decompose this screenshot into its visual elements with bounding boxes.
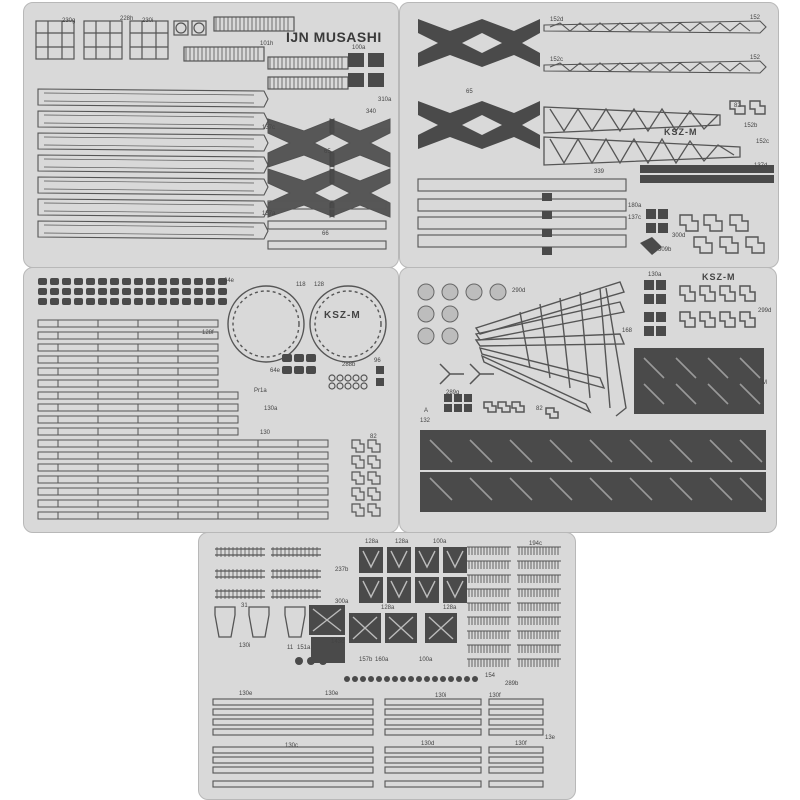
part-label: 299d xyxy=(758,308,772,314)
part-label: 152c xyxy=(756,139,770,145)
fret-bottom xyxy=(198,532,576,800)
part-label: 310a xyxy=(378,97,392,103)
part-label: 130a xyxy=(264,406,278,412)
part-label: 64e xyxy=(270,368,281,374)
part-label: 137c xyxy=(262,125,276,131)
part-label: 31 xyxy=(241,603,248,609)
part-label: 157b xyxy=(359,657,373,663)
fret-bottom-parts xyxy=(199,533,575,799)
part-label: 152 xyxy=(750,15,761,21)
part-label: 290d xyxy=(512,288,526,294)
fret-middle-right-parts xyxy=(400,268,776,532)
part-label: 65 xyxy=(324,149,331,155)
part-label: 11 xyxy=(287,645,294,651)
part-label: 130i xyxy=(239,643,251,649)
part-label: A xyxy=(424,408,429,414)
part-label: 130i xyxy=(435,693,447,699)
ship-title: IJN MUSASHI xyxy=(286,29,382,45)
part-label: 300a xyxy=(335,599,349,605)
part-label: 128f xyxy=(202,330,214,336)
part-label: 130a xyxy=(648,272,662,278)
part-label: 228h xyxy=(120,16,134,22)
grid-part xyxy=(130,21,168,59)
part-label: 288b xyxy=(342,362,356,368)
part-label: 128a xyxy=(365,539,379,545)
part-label: 152d xyxy=(550,17,564,23)
part-label: 152b xyxy=(744,123,758,129)
part-label: 96 xyxy=(374,358,381,364)
part-label: 152 xyxy=(750,55,761,61)
part-label: M xyxy=(762,380,767,386)
part-label: 130d xyxy=(421,741,435,747)
part-label: 100a xyxy=(352,45,366,51)
part-label: 137d xyxy=(754,163,768,169)
part-label: 65 xyxy=(466,89,473,95)
part-label: 128a xyxy=(395,539,409,545)
brand-logo: KSZ-M xyxy=(664,127,698,137)
fret-top-right xyxy=(399,2,779,268)
part-label: 151a xyxy=(297,645,311,651)
grid-part xyxy=(84,21,122,59)
grid-part xyxy=(36,21,74,59)
part-label: 340 xyxy=(366,109,377,115)
part-label: 13e xyxy=(545,735,556,741)
part-label: 132 xyxy=(420,418,431,424)
part-label: 130f xyxy=(515,741,527,747)
part-label: 128 xyxy=(314,282,325,288)
part-label: 154 xyxy=(485,673,496,679)
part-label: 289g xyxy=(446,390,460,396)
brand-logo: KSZ-M xyxy=(702,272,736,282)
part-label: 309b xyxy=(658,247,672,253)
part-label: 100a xyxy=(419,657,433,663)
brand-logo: KSZ-M xyxy=(324,310,361,321)
fret-middle-right xyxy=(399,267,777,533)
part-label: 230i xyxy=(142,18,154,24)
part-label: 130c xyxy=(285,743,299,749)
part-label: 130f xyxy=(489,693,501,699)
part-label: 237b xyxy=(335,567,349,573)
part-label: 194c xyxy=(529,541,543,547)
fret-middle-left xyxy=(23,267,399,533)
part-label: Pr1a xyxy=(254,388,267,394)
part-label: 64e xyxy=(224,278,235,284)
part-label: 82 xyxy=(370,434,377,440)
part-label: 66 xyxy=(322,231,329,237)
part-label: 101h xyxy=(260,41,274,47)
part-label: 180a xyxy=(628,203,642,209)
part-label: 160a xyxy=(375,657,389,663)
fret-top-left xyxy=(23,2,399,268)
part-label: 300d xyxy=(672,233,686,239)
part-label: 82 xyxy=(734,103,741,109)
fret-middle-left-parts xyxy=(24,268,398,532)
part-label: 82 xyxy=(536,406,543,412)
part-label: 289b xyxy=(505,681,519,687)
part-label: 130 xyxy=(260,430,271,436)
part-label: 130e xyxy=(325,691,339,697)
part-label: 100a xyxy=(433,539,447,545)
part-label: 230g xyxy=(62,18,76,24)
part-label: 168 xyxy=(622,328,633,334)
part-label: 128a xyxy=(381,605,395,611)
part-label: 128a xyxy=(443,605,457,611)
part-label: 118 xyxy=(296,282,306,288)
part-label: 137c xyxy=(628,215,642,221)
part-label: 339 xyxy=(594,169,605,175)
fret-top-right-parts xyxy=(400,3,778,267)
part-label: 152c xyxy=(550,57,564,63)
part-label: 130e xyxy=(239,691,253,697)
part-label: 137a xyxy=(262,211,276,217)
part-label: 143c xyxy=(331,639,345,645)
